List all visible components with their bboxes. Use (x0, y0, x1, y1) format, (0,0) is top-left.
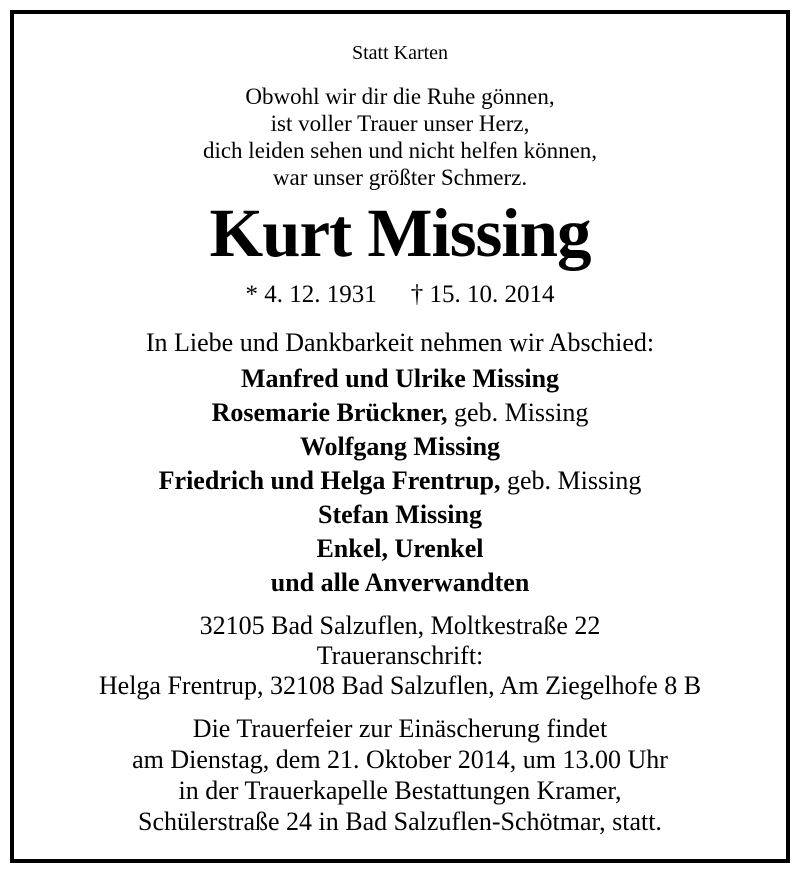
birth-date: * 4. 12. 1931 (245, 281, 377, 308)
poem-line-4: war unser größter Schmerz. (272, 165, 528, 190)
mourner-name: Enkel, Urenkel (316, 534, 484, 563)
death-date: † 15. 10. 2014 (410, 281, 555, 308)
service-line-2: am Dienstag, dem 21. Oktober 2014, um 13.00 Uhr (132, 745, 668, 774)
mourner-name: Manfred und Ulrike Missing (240, 364, 560, 393)
life-dates (14, 281, 786, 309)
poem-line-1: Obwohl wir dir die Ruhe gönnen, (245, 84, 555, 109)
deceased-name: Kurt Missing (209, 195, 591, 271)
mourner-name: und alle Anverwandten (270, 568, 530, 597)
poem-line-3: dich leiden sehen und nicht helfen können, (202, 138, 598, 163)
mourning-address-label: Traueranschrift: (316, 641, 484, 670)
obituary-frame (10, 10, 790, 863)
mourning-address: Helga Frentrup, 32108 Bad Salzuflen, Am Ziegelhofe 8 B (98, 671, 702, 700)
mourner-suffix: geb. Missing (500, 466, 642, 495)
residence-address: 32105 Bad Salzuflen, Moltkestraße 22 (199, 611, 601, 640)
mourner-line (14, 534, 786, 564)
mourner-line (14, 432, 786, 462)
mourner-line (14, 398, 786, 428)
mourner-line (14, 500, 786, 530)
service-line-3: in der Trauerkapelle Bestattungen Kramer, (178, 776, 622, 805)
mourner-line (14, 568, 786, 598)
mourner-line (14, 466, 786, 496)
mourner-name: Stefan Missing (318, 500, 482, 529)
service-line-4: Schülerstraße 24 in Bad Salzuflen-Schötmar, statt. (138, 807, 662, 836)
farewell-line: In Liebe und Dankbarkeit nehmen wir Abschied: (145, 328, 655, 357)
mourner-line (14, 364, 786, 394)
service-line-1: Die Trauerfeier zur Einäscherung findet (192, 714, 608, 743)
mourner-name: Rosemarie Brückner, (211, 398, 448, 427)
poem-line-2: ist voller Trauer unser Herz, (270, 111, 530, 136)
mourner-name: Friedrich und Helga Frentrup, (158, 466, 501, 495)
header-statt-karten: Statt Karten (351, 42, 449, 64)
mourner-suffix: geb. Missing (447, 398, 589, 427)
mourner-name: Wolfgang Missing (299, 432, 501, 461)
